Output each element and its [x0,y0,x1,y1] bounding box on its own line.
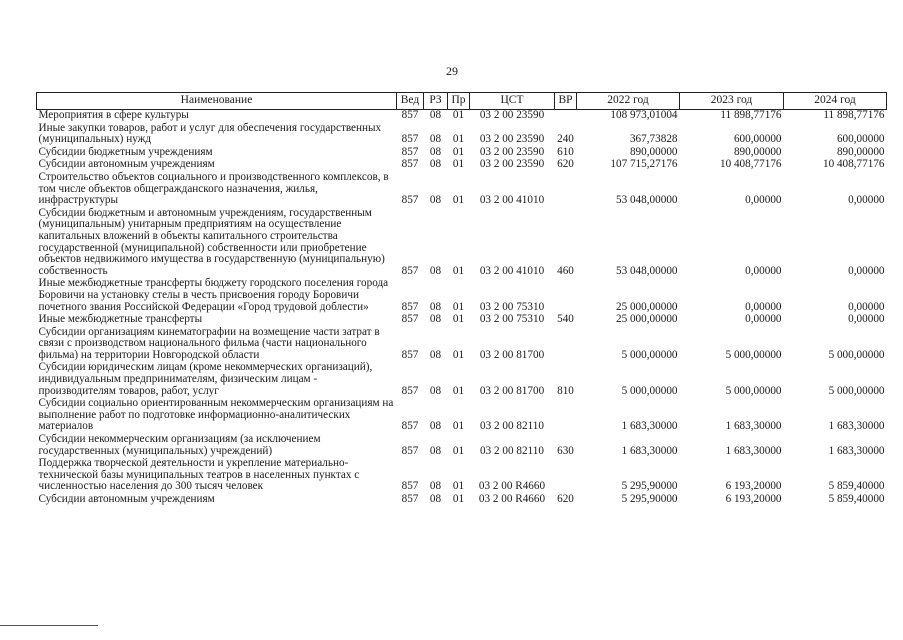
row-pr: 01 [452,420,465,433]
row-vr [555,110,577,123]
footer-rule [0,625,98,626]
row-cst: 03 2 00 82110 [480,420,544,433]
row-name: Субсидии организациям кинематографии на возмещение части затрат в связи с производством национального фильма (части национального фильма) на территории Новгородской области [38,325,380,361]
row-2024: 5 859,40000 [828,480,885,493]
row-name: Иные межбюджетные трансферты бюджету городского поселения города Боровичи на установку стелы в честь присвоения городу Боровичи почетного звания Российской Федерации «Город трудовой доблести» [38,277,389,313]
row-2023: 5 000,00000 [725,348,782,361]
row-2023: 0,00000 [745,313,782,326]
row-name: Иные межбюджетные трансферты [38,313,203,326]
row-cst: 03 2 00 81700 [479,384,545,397]
row-pr: 01 [452,109,465,121]
row-rz: 08 [429,313,442,326]
row-name: Мероприятия в сфере культуры [38,109,189,121]
row-pr: 01 [452,300,465,313]
row-2024: 1 683,30000 [828,420,885,433]
row-cst: 03 2 00 R4660 [478,480,546,493]
row-name: Поддержка творческой деятельности и укрепление материально-технической базы муниципальных театров в населенных пунктах с численностью населения до 300 тысяч человек [38,457,360,493]
row-rz: 08 [429,194,442,207]
row-2023: 600,00000 [733,133,782,146]
row-2022: 53 048,00000 [615,194,678,207]
col-header-ved: Вед [397,93,424,110]
row-2022: 5 295,90000 [621,480,678,493]
row-pr: 01 [452,384,465,397]
row-cst: 03 2 00 75310 [479,300,545,313]
row-ved: 857 [401,194,419,207]
row-rz: 08 [429,384,442,397]
row-rz: 08 [429,158,442,171]
row-cst: 03 2 00 23590 [479,145,545,158]
row-ved: 857 [401,384,419,397]
row-vr: 630 [557,444,574,457]
row-vr: 810 [557,384,574,397]
row-2024: 0,00000 [848,264,885,277]
row-2024: 5 859,40000 [828,493,885,505]
table-row [37,314,887,327]
row-2024: 1 683,30000 [828,444,885,457]
row-ved: 857 [401,493,419,505]
row-rz: 08 [429,348,442,361]
row-ved: 857 [401,348,419,361]
row-vr: 540 [557,313,574,326]
table-row [37,123,887,147]
row-rz: 08 [429,444,442,457]
row-2023: 6 193,20000 [725,493,782,505]
table-row [37,458,887,494]
row-2023: 890,00000 [733,145,782,158]
table-row [37,327,887,363]
row-2024: 0,00000 [848,313,885,326]
row-name: Субсидии автономным учреждениям [38,158,215,171]
row-vr: 460 [557,264,574,277]
budget-table [36,92,887,507]
row-name: Субсидии некоммерческим организациям (за исключением государственных (муниципальных) учреждений) [38,433,321,457]
row-cst: 03 2 00 41010 [479,264,545,277]
row-2022: 25 000,00000 [615,313,678,326]
row-cst: 03 2 00 82110 [480,444,544,457]
row-name: Субсидии юридическим лицам (кроме некоммерческих организаций), индивидуальным предпринимателям, физическим лицам - производителям товаров, работ, услуг [38,361,373,397]
row-vr [555,398,577,434]
row-2022: 367,73828 [629,133,678,146]
row-2024: 11 898,77176 [823,109,885,121]
row-2024: 5 000,00000 [828,384,885,397]
row-2023: 0,00000 [745,264,782,277]
row-name: Субсидии автономным учреждениям [38,493,215,505]
row-2022: 53 048,00000 [615,264,678,277]
row-vr: 240 [557,133,574,146]
row-ved: 857 [401,480,419,493]
row-pr: 01 [452,444,465,457]
row-rz: 08 [429,420,442,433]
row-pr: 01 [452,133,465,146]
row-2022: 890,00000 [629,145,678,158]
row-2023: 0,00000 [745,300,782,313]
row-vr [555,278,577,314]
col-header-rz: РЗ [424,93,448,110]
row-2023: 1 683,30000 [725,444,782,457]
row-2023: 1 683,30000 [725,420,782,433]
row-2022: 1 683,30000 [621,444,678,457]
row-pr: 01 [452,145,465,158]
col-header-2023: 2023 год [680,93,784,110]
row-name: Субсидии бюджетным учреждениям [38,145,213,158]
col-header-vr: ВР [555,93,577,110]
row-cst: 03 2 00 23590 [479,133,545,146]
table-row [37,278,887,314]
row-ved: 857 [401,264,419,277]
row-rz: 08 [429,109,442,121]
row-2022: 108 973,01004 [610,109,678,121]
table-row [37,172,887,208]
row-rz: 08 [429,493,442,505]
row-2022: 5 295,90000 [621,493,678,505]
col-header-pr: Пр [448,93,470,110]
row-2024: 600,00000 [836,133,885,146]
row-2024: 10 408,77176 [822,158,885,171]
row-2024: 0,00000 [848,300,885,313]
col-header-name: Наименование [37,93,397,110]
row-pr: 01 [452,313,465,326]
row-2024: 0,00000 [848,194,885,207]
row-name: Субсидии социально ориентированным некоммерческим организациям на выполнение работ по подготовке информационно-аналитических материалов [38,397,394,433]
table-row [37,494,887,507]
row-name: Иные закупки товаров, работ и услуг для обеспечения государственных (муниципальных) нужд [38,121,382,146]
row-pr: 01 [452,480,465,493]
row-ved: 857 [401,109,419,121]
row-2022: 25 000,00000 [615,300,678,313]
row-2022: 1 683,30000 [621,420,678,433]
row-cst: 03 2 00 75310 [479,313,545,326]
row-2023: 6 193,20000 [725,480,782,493]
table-row [37,208,887,279]
row-cst: 03 2 00 41010 [479,194,545,207]
row-vr: 620 [557,158,574,171]
row-ved: 857 [401,133,419,146]
row-ved: 857 [401,444,419,457]
row-ved: 857 [401,158,419,171]
row-ved: 857 [401,300,419,313]
row-cst: 03 2 00 23590 [479,158,545,171]
row-pr: 01 [452,194,465,207]
table-row [37,110,887,123]
row-rz: 08 [429,133,442,146]
row-rz: 08 [429,264,442,277]
row-2022: 5 000,00000 [621,348,678,361]
row-2023: 5 000,00000 [725,384,782,397]
row-vr [555,172,577,208]
table-header-row [37,93,887,110]
page-number: 29 [446,64,458,78]
row-ved: 857 [401,420,419,433]
row-name: Субсидии бюджетным и автономным учреждениям, государственным (муниципальным) унитарным предприятиям на осуществление капитальных вложений в объекты капитального строительства государственной (муниципальной) собственности или приобретение объектов недвижимого имущества в государственную (муниципальную) собственность [38,206,385,277]
row-ved: 857 [401,313,419,326]
row-2024: 890,00000 [836,145,885,158]
row-2022: 5 000,00000 [621,384,678,397]
col-header-cst: ЦСТ [470,93,555,110]
row-cst: 03 2 00 23590 [479,109,545,121]
row-2023: 0,00000 [745,194,782,207]
row-cst: 03 2 00 R4660 [478,493,546,505]
table-row [37,434,887,458]
row-vr [555,458,577,494]
col-header-2022: 2022 год [577,93,680,110]
row-vr [555,327,577,363]
col-header-2024: 2024 год [784,93,887,110]
table-row [37,398,887,434]
row-rz: 08 [429,300,442,313]
row-rz: 08 [429,480,442,493]
row-2023: 11 898,77176 [720,109,782,121]
row-name: Строительство объектов социального и производственного комплексов, в том числе объектов общегражданского назначения, жилья, инфраструктуры [38,170,389,207]
row-pr: 01 [452,348,465,361]
row-vr: 610 [557,145,574,158]
row-ved: 857 [401,145,419,158]
row-rz: 08 [429,145,442,158]
row-2024: 5 000,00000 [828,348,885,361]
row-pr: 01 [452,493,465,505]
row-pr: 01 [452,158,465,171]
table-row [37,362,887,398]
row-cst: 03 2 00 81700 [479,348,545,361]
row-2023: 10 408,77176 [719,158,782,171]
row-2022: 107 715,27176 [610,158,678,171]
row-vr: 620 [557,493,574,505]
row-pr: 01 [452,264,465,277]
